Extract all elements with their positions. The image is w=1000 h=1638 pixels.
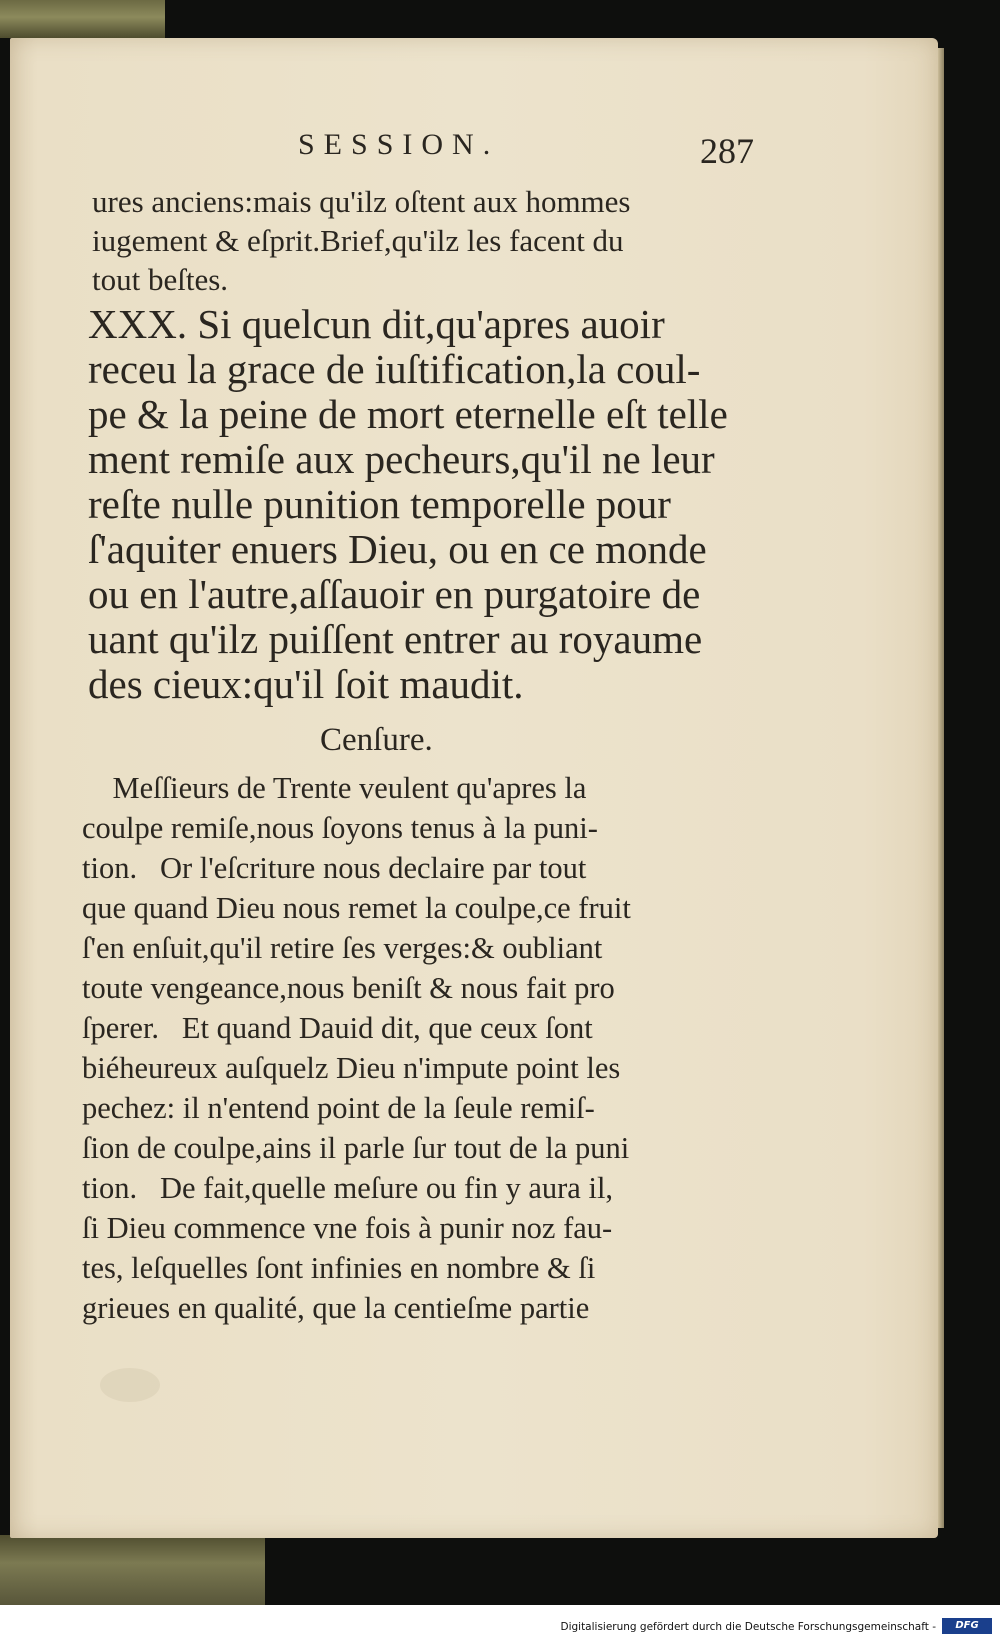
censure-line: biéheureux auſquelz Dieu n'impute point les [82,1051,621,1085]
text-line: iugement & eſprit.Brief,qu'ilz les facent du [92,223,624,258]
book-binding-bottom [0,1535,265,1605]
censure-line: pechez: il n'entend point de la ſeule remiſ- [82,1091,595,1125]
censure-line: tion. Or l'eſcriture nous declaire par tout [82,851,587,885]
censure-line: ſperer. Et quand Dauid dit, que ceux ſont [82,1011,593,1045]
digitization-credit: Digitalisierung gefördert durch die Deutsche Forschungsgemeinschaft - [560,1621,936,1633]
running-head: SESSION. [298,128,500,161]
censure-line: ſi Dieu commence vne fois à punir noz fau- [82,1211,613,1245]
text-line: tout beſtes. [92,262,229,297]
book-binding-top [0,0,165,38]
censure-line: tion. De fait,quelle meſure ou fin y aura il, [82,1171,614,1205]
article-line: ſ'aquiter enuers Dieu, ou en ce monde [88,526,707,572]
censure-line: grieues en qualité, que la centieſme partie [82,1291,590,1325]
article-line: des cieux:qu'il ſoit maudit. [88,661,524,707]
article-line: uant qu'ilz puiſſent entrer au royaume [88,616,703,662]
censure-line: tes, leſquelles ſont infinies en nombre & ſi [82,1251,596,1285]
article-line: reſte nulle punition temporelle pour [88,481,671,527]
text-line: ures anciens:mais qu'ilz oſtent aux hommes [92,184,631,219]
article-line: ou en l'autre,aſſauoir en purgatoire de [88,571,701,617]
article-line: pe & la peine de mort eternelle eſt telle [88,391,728,437]
ink-smudge [100,1368,160,1402]
censure-line: que quand Dieu nous remet la coulpe,ce fruit [82,891,631,925]
censure-line: ſion de coulpe,ains il parle ſur tout de la puni [82,1131,630,1165]
censure-line: Meſſieurs de Trente veulent qu'apres la [82,771,587,805]
censure-line: coulpe remiſe,nous ſoyons tenus à la puni- [82,811,598,845]
page-edge [938,48,944,1528]
censure-line: ſ'en enſuit,qu'il retire ſes verges:& oubliant [82,931,603,965]
article-line: receu la grace de iuſtification,la coul- [88,346,701,392]
dfg-logo: DFG [942,1618,992,1634]
article-line: XXX. Si quelcun dit,qu'apres auoir [88,301,665,347]
censure-line: toute vengeance,nous beniſt & nous fait pro [82,971,615,1005]
censure-heading: Cenſure. [320,722,433,758]
page-number: 287 [700,131,754,171]
article-line: ment remiſe aux pecheurs,qu'il ne leur [88,436,715,482]
